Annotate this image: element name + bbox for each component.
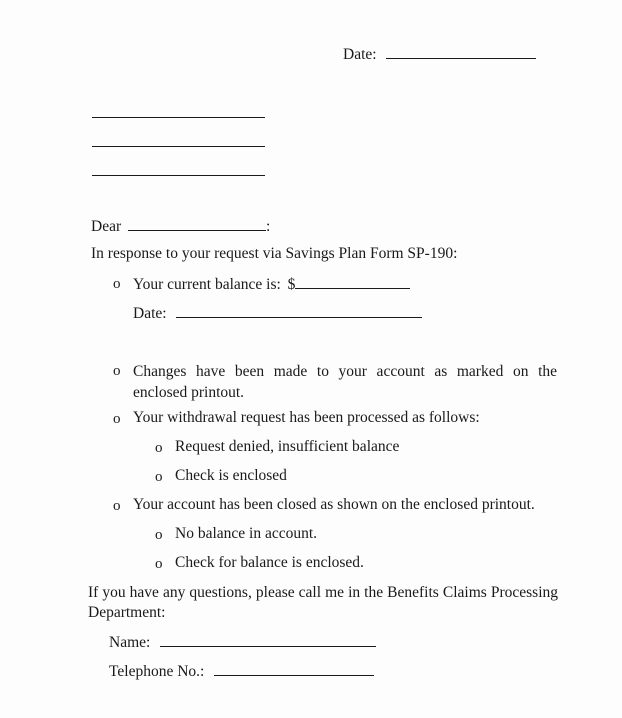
name-label: Name:: [109, 634, 151, 651]
withdrawal-sub-item-2: Check is enclosed: [175, 467, 287, 484]
address-line-1[interactable]: [92, 117, 265, 118]
bullet-balance: o: [113, 276, 121, 292]
name-row: [109, 632, 376, 652]
balance-date-field[interactable]: [176, 303, 422, 318]
balance-amount-field[interactable]: [295, 274, 410, 289]
withdrawal-sub-item-1: Request denied, insufficient balance: [175, 438, 400, 455]
salutation-colon: :: [266, 218, 271, 235]
questions-text: If you have any questions, please call me in the Benefits Claims Processing Department:: [88, 584, 558, 621]
telephone-row: [109, 661, 374, 681]
bullet-withdrawal: o: [113, 411, 121, 427]
intro-text: In response to your request via Savings Plan Form SP-190:: [91, 245, 458, 262]
header-date-row: [343, 44, 536, 64]
name-field[interactable]: [160, 632, 376, 647]
salutation-name-field[interactable]: [128, 216, 266, 231]
address-line-2[interactable]: [92, 146, 265, 147]
bullet-closed: o: [113, 498, 121, 514]
telephone-field[interactable]: [214, 661, 374, 676]
balance-label: Your current balance is:: [133, 276, 281, 293]
closed-text: Your account has been closed as shown on the enclosed printout.: [133, 496, 535, 513]
changes-text: Changes have been made to your account as marked on the enclosed printout.: [133, 363, 557, 401]
closed-sub-item-2: Check for balance is enclosed.: [175, 554, 364, 571]
salutation-row: [91, 216, 270, 236]
telephone-label: Telephone No.:: [109, 663, 205, 680]
bullet-closed-sub-2: o: [155, 556, 163, 572]
bullet-withdrawal-sub-1: o: [155, 440, 163, 456]
balance-date-row: [133, 303, 422, 323]
balance-date-label: Date:: [133, 305, 167, 322]
balance-row: [133, 274, 410, 294]
bullet-changes: o: [113, 363, 121, 379]
address-line-3[interactable]: [92, 175, 265, 176]
withdrawal-text: Your withdrawal request has been processed as follows:: [133, 409, 480, 426]
closed-sub-item-1: No balance in account.: [175, 525, 318, 542]
header-date-field[interactable]: [386, 44, 536, 59]
bullet-withdrawal-sub-2: o: [155, 469, 163, 485]
bullet-closed-sub-1: o: [155, 527, 163, 543]
header-date-label: Date:: [343, 46, 377, 63]
currency-symbol: $: [287, 276, 296, 293]
salutation-label: Dear: [91, 218, 122, 235]
